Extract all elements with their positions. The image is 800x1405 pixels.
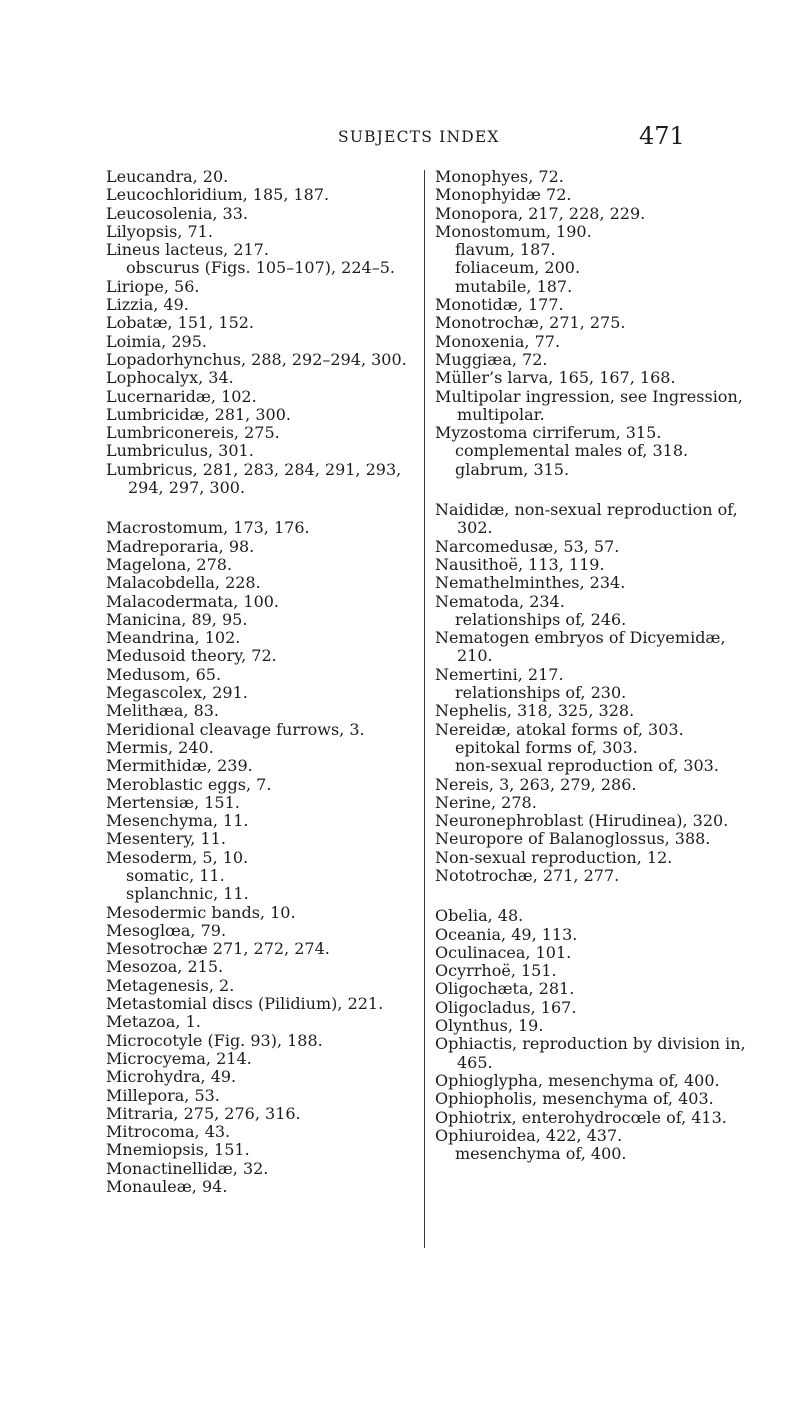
index-entry: Millepora, 53. (106, 1085, 220, 1105)
index-subentry: flavum, 187. (455, 240, 556, 260)
index-entry: Microcotyle (Fig. 93), 188. (106, 1030, 323, 1050)
index-entry: Müller’s larva, 165, 167, 168. (435, 368, 676, 388)
index-entry: Microcyema, 214. (106, 1048, 252, 1068)
index-entry: Leucosolenia, 33. (106, 203, 248, 223)
index-subentry: obscurus (Figs. 105–107), 224–5. (126, 258, 395, 278)
index-entry: Leucandra, 20. (106, 167, 229, 186)
index-entry: Metazoa, 1. (106, 1012, 201, 1032)
running-head (0, 124, 800, 152)
index-entry: Neuropore of Balanoglossus, 388. (435, 829, 711, 849)
index-entry: Nereidæ, atokal forms of, 303. (435, 719, 684, 739)
index-entry: Mesozoa, 215. (106, 957, 224, 977)
index-entry: Mesodermic bands, 10. (106, 902, 296, 922)
index-entry: Monotidæ, 177. (435, 295, 564, 315)
index-entry: Multipolar ingression, see Ingression, multipolar. (435, 386, 743, 424)
index-entry: Mesoglœa, 79. (106, 920, 227, 940)
index-entry: Ophiactis, reproduction by division in, 465. (435, 1034, 746, 1072)
index-entry: Mnemiopsis, 151. (106, 1140, 250, 1160)
index-entry: Nerine, 278. (435, 792, 537, 812)
index-entry: Oculinacea, 101. (435, 942, 572, 962)
index-entry: Meandrina, 102. (106, 628, 241, 648)
index-entry: Monoxenia, 77. (435, 331, 561, 351)
index-entry: Olynthus, 19. (435, 1016, 544, 1036)
column-divider (424, 170, 425, 1248)
index-entry: Liriope, 56. (106, 276, 200, 296)
index-entry: Ophioglypha, mesenchyma of, 400. (435, 1070, 720, 1090)
index-entry: Malacodermata, 100. (106, 591, 280, 611)
index-entry: Oligochæta, 281. (435, 979, 575, 999)
index-entry: Medusoid theory, 72. (106, 646, 277, 666)
index-entry: Mitrocoma, 43. (106, 1122, 231, 1142)
index-entry: Lineus lacteus, 217. (106, 240, 269, 260)
index-entry: Madreporaria, 98. (106, 536, 255, 556)
index-entry: Monotrochæ, 271, 275. (435, 313, 626, 333)
index-entry: Meroblastic eggs, 7. (106, 774, 272, 794)
index-entry: Lucernaridæ, 102. (106, 386, 257, 406)
index-entry: Narcomedusæ, 53, 57. (435, 536, 620, 556)
index-entry: Malacobdella, 228. (106, 573, 261, 593)
index-entry: Ophiuroidea, 422, 437. (435, 1125, 623, 1145)
index-subentry: mutabile, 187. (455, 276, 573, 296)
index-entry: Muggiæa, 72. (435, 349, 548, 369)
index-entry: Nematoda, 234. (435, 591, 565, 611)
index-entry: Oligocladus, 167. (435, 997, 577, 1017)
index-entry: Monopora, 217, 228, 229. (435, 203, 646, 223)
index-subentry: somatic, 11. (126, 865, 225, 885)
index-entry: Nemathelminthes, 234. (435, 573, 626, 593)
index-entry: Mermis, 240. (106, 737, 214, 757)
index-entry: Nototrochæ, 271, 277. (435, 865, 620, 885)
index-entry: Naididæ, non-sexual reproduction of, 302. (435, 500, 738, 538)
index-entry: Nephelis, 318, 325, 328. (435, 701, 635, 721)
index-entry: Lumbricus, 281, 283, 284, 291, 293, 294, 297, 300. (106, 459, 402, 498)
index-entry: Melithæa, 83. (106, 701, 220, 721)
index-entry: Macrostomum, 173, 176. (106, 518, 310, 538)
index-entry: Nematogen embryos of Dicyemidæ, 210. (435, 628, 726, 666)
index-subentry: foliaceum, 200. (455, 258, 581, 278)
index-entry: Obelia, 48. (435, 906, 524, 926)
index-entry: Ocyrrhoë, 151. (435, 961, 557, 981)
index-entry: Monauleæ, 94. (106, 1177, 228, 1197)
index-entry: Manicina, 89, 95. (106, 609, 248, 629)
index-entry: Neuronephroblast (Hirudinea), 320. (435, 811, 729, 831)
index-entry: Lophocalyx, 34. (106, 368, 234, 388)
index-entry: Lumbricidæ, 281, 300. (106, 404, 291, 424)
index-entry: Loimia, 295. (106, 331, 207, 351)
index-entry: Magelona, 278. (106, 554, 233, 574)
index-subentry: glabrum, 315. (455, 459, 570, 479)
index-entry: Lopadorhynchus, 288, 292–294, 300. (106, 349, 407, 369)
index-entry: Myzostoma cirriferum, 315. (435, 423, 662, 443)
index-entry: Nausithoë, 113, 119. (435, 554, 605, 574)
index-entry: Mesentery, 11. (106, 829, 226, 849)
index-subentry: mesenchyma of, 400. (455, 1144, 627, 1164)
index-entry: Monactinellidæ, 32. (106, 1158, 269, 1178)
index-entry: Mitraria, 275, 276, 316. (106, 1103, 301, 1123)
index-entry: Megascolex, 291. (106, 683, 248, 703)
index-entry: Ophiotrix, enterohydrocœle of, 413. (435, 1107, 727, 1127)
letter-section-gap (435, 885, 755, 907)
index-entry: Nemertini, 217. (435, 664, 564, 684)
index-entry: Microhydra, 49. (106, 1067, 237, 1087)
index-entry: Lilyopsis, 71. (106, 221, 213, 241)
index-entry: Mermithidæ, 239. (106, 756, 253, 776)
index-entry: Monophyes, 72. (435, 167, 564, 186)
index-entry: Monostomum, 190. (435, 221, 592, 241)
index-entry: Mesotrochæ 271, 272, 274. (106, 939, 330, 959)
index-entry: Mesenchyma, 11. (106, 811, 249, 831)
index-entry: Medusom, 65. (106, 664, 222, 684)
page-number: 471 (639, 122, 685, 150)
index-entry: Lobatæ, 151, 152. (106, 313, 255, 333)
index-entry: Lumbriconereis, 275. (106, 423, 280, 443)
index-subentry: complemental males of, 318. (455, 441, 689, 461)
index-entry: Nereis, 3, 263, 279, 286. (435, 774, 637, 794)
index-subentry: splanchnic, 11. (126, 884, 249, 904)
letter-section-gap (435, 479, 755, 501)
index-subentry: relationships of, 230. (455, 683, 627, 703)
index-entry: Non-sexual reproduction, 12. (435, 847, 673, 867)
index-entry: Lizzia, 49. (106, 295, 189, 315)
index-subentry: non-sexual reproduction of, 303. (455, 756, 719, 776)
index-entry: Metagenesis, 2. (106, 975, 235, 995)
letter-section-gap (106, 497, 424, 519)
index-entry: Meridional cleavage furrows, 3. (106, 719, 365, 739)
index-entry: Ophiopholis, mesenchyma of, 403. (435, 1089, 714, 1109)
index-entry: Mertensiæ, 151. (106, 792, 240, 812)
index-entry: Lumbriculus, 301. (106, 441, 254, 461)
index-entry: Mesoderm, 5, 10. (106, 847, 249, 867)
index-entry: Oceania, 49, 113. (435, 924, 578, 944)
index-subentry: epitokal forms of, 303. (455, 737, 638, 757)
index-entry: Leucochloridium, 185, 187. (106, 185, 330, 205)
running-title: SUBJECTS INDEX (338, 128, 500, 146)
index-entry: Metastomial discs (Pilidium), 221. (106, 994, 384, 1014)
index-entry: Monophyidæ 72. (435, 185, 572, 205)
index-column-right (435, 168, 755, 1163)
index-subentry: relationships of, 246. (455, 609, 627, 629)
index-column-left (106, 168, 424, 1196)
